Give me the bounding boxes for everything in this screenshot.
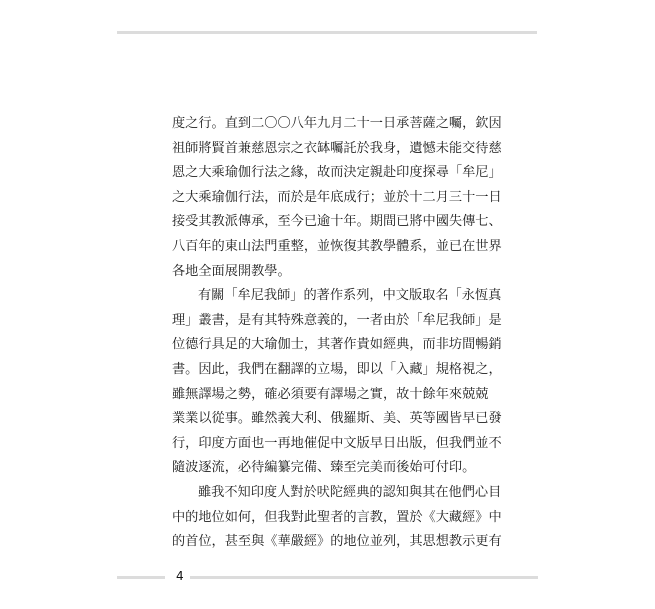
text-line: 中的地位如何，但我對此聖者的言教，置於《大藏經》中	[172, 509, 502, 525]
page-number: 4	[176, 569, 184, 583]
text-line: 書。因此，我們在翻譯的立場，即以「入藏」規格視之，	[172, 361, 502, 377]
text-line: 業業以從事。雖然義大利、俄羅斯、美、英等國皆早已發	[172, 411, 502, 427]
footer-rule-left	[117, 576, 165, 579]
text-line: 理」叢書，是有其特殊意義的，一者由於「牟尼我師」是	[172, 312, 502, 328]
text-line: 的首位，甚至與《華嚴經》的地位並列，其思想教示更有	[172, 534, 502, 550]
text-line: 接受其教派傳承，至今已逾十年。期間已將中國失傳七、	[172, 214, 502, 230]
text-line: 之大乘瑜伽行法，而於是年底成行；並於十二月三十一日	[172, 189, 502, 205]
text-line: 雖我不知印度人對於吠陀經典的認知與其在他們心目	[198, 484, 502, 500]
header-rule	[117, 31, 537, 34]
text-line: 度之行。直到二〇〇八年九月二十一日承菩薩之囑，欽因	[172, 116, 502, 131]
text-line: 行，印度方面也一再地催促中文版早日出版，但我們並不	[172, 435, 502, 451]
text-line: 各地全面展開教學。	[172, 263, 291, 279]
text-line: 祖師將賢首兼慈恩宗之衣缽囑託於我身，遺憾未能交待慈	[172, 140, 502, 156]
text-line: 雖無譯場之勢，確必須要有譯場之實，故十餘年來兢兢	[172, 386, 489, 402]
text-line: 恩之大乘瑜伽行法之緣，故而決定親赴印度探尋「牟尼」	[172, 165, 502, 181]
footer-rule-right	[190, 576, 538, 579]
text-line: 位德行具足的大瑜伽士，其著作貴如經典，而非坊間暢銷	[172, 337, 502, 353]
text-line: 八百年的東山法門重整，並恢復其教學體系，並已在世界	[172, 238, 502, 254]
body-text	[172, 112, 502, 555]
text-line: 有關「牟尼我師」的著作系列，中文版取名「永恆真	[198, 288, 502, 304]
text-line: 隨波逐流，必待編纂完備、臻至完美而後始可付印。	[172, 460, 476, 476]
